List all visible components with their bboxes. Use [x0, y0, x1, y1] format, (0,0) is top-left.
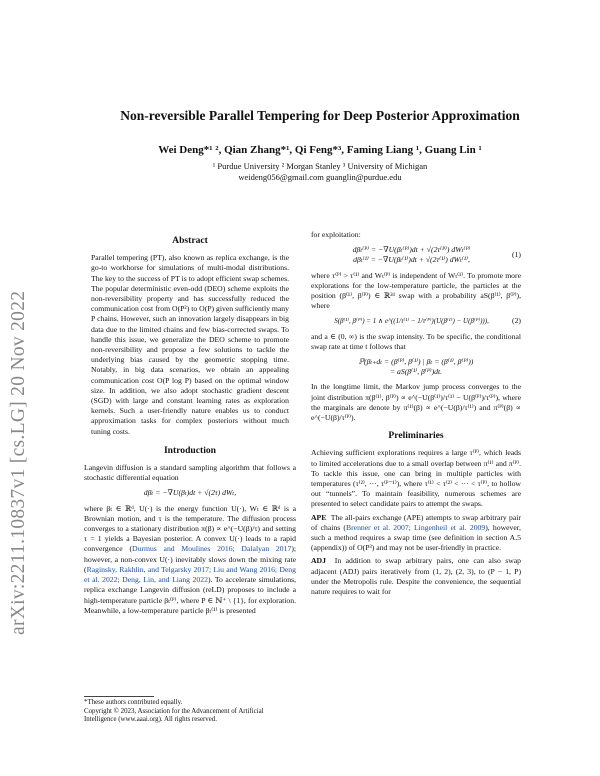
abstract-heading: Abstract	[172, 235, 208, 246]
affiliation-line: ¹ Purdue University ² Morgan Stanley ³ University of Michigan	[212, 161, 428, 171]
email-line: weideng056@gmail.com guanglin@purdue.edu	[238, 172, 402, 182]
ape-text-a: The all-pairs exchange (APE) attempts to swap arbitrary pair of chains (	[311, 512, 521, 532]
equation-1-body	[311, 245, 512, 265]
ape-text-b: ), however, such a method requires a swap time (see definition in section A.5 (appendix)) of O(P³) and may not be user-friendly in practice.	[311, 522, 521, 553]
intro-paragraph-2	[84, 504, 296, 616]
right-paragraph-2: where τ⁽ᴾ⁾ > τ⁽¹⁾ and Wₜ⁽ᴾ⁾ is independent of Wₜ⁽¹⁾. To promote more explorations for the low-temperature particle, the particles at the position (β⁽¹⁾, β⁽ᴾ⁾) ∈ ℝ²ᵈ swap with a probability aS(β⁽¹⁾, β⁽ᴾ⁾), where	[311, 270, 521, 311]
equation-1-line-a: dβₜ⁽ᴾ⁾ = −∇U(βₜ⁽ᴾ⁾)dt + √(2τ⁽ᴾ⁾) dWₜ⁽ᴾ⁾	[352, 245, 471, 255]
paper-title: Non-reversible Parallel Tempering for Deep Posterior Approximation	[120, 108, 520, 123]
footnote-equal-contribution: *These authors contributed equally.	[84, 699, 183, 706]
equation-2	[311, 316, 521, 326]
equation-1	[311, 245, 521, 265]
equation-3	[311, 357, 521, 377]
equation-1-line-b: dβₜ⁽¹⁾ = −∇U(βₜ⁽¹⁾)dt + √(2τ⁽¹⁾) dWₜ⁽¹⁾,	[353, 255, 470, 265]
intro-heading: Introduction	[163, 444, 217, 456]
footnote-divider	[84, 696, 154, 697]
intro-equation	[84, 488, 296, 498]
footnotes	[84, 696, 296, 725]
intro-text-c: ). To accelerate simulations, replica exchange Langevin diffusion (reLD) proposes to include a high-temperature particle βₜ⁽ᴾ⁾, where P ∈ ℕ⁺ \ {1}, for exploration. Meanwhile, a low-temperature particle βₜ⁽¹⁾ is presented	[84, 575, 297, 615]
equation-3-line-a: ℙ(βₜ₊dₜ = (β⁽ᴾ⁾, β⁽¹⁾) | βₜ = (β⁽¹⁾, β⁽ᴾ⁾))	[358, 357, 474, 367]
citation-link[interactable]: Brenner et al. 2007; Lingenheil et al. 2009	[345, 522, 486, 532]
preliminaries-paragraph: Achieving sufficient explorations requires a large τ⁽ᴾ⁾, which leads to limited accelerations due to a small overlap between π⁽¹⁾ and π⁽ᴾ⁾. To tackle this issue, one can bring in multiple particles with temperatures (τ⁽²⁾, ···, τ⁽ᴾ⁻¹⁾), where τ⁽¹⁾ < τ⁽²⁾ < ··· < τ⁽ᴾ⁾, to hollow out “tunnels”. To maintain feasibility, numerous schemes are presented to select candidate pairs to attempt the swaps.	[311, 448, 521, 509]
ape-paragraph	[311, 513, 521, 554]
right-paragraph-3: and a ∈ (0, ∞) is the swap intensity. To be specific, the conditional swap rate at time t follows that	[311, 331, 521, 351]
ape-label: APE	[311, 512, 327, 522]
equation-2-body: S(β⁽¹⁾, β⁽ᴾ⁾) = 1 ∧ e^((1/τ⁽¹⁾ − 1/τ⁽ᴾ⁾)(U(β⁽¹⁾) − U(β⁽ᴾ⁾))),	[334, 317, 489, 326]
left-column	[84, 230, 296, 619]
right-paragraph-1: for exploitation:	[311, 230, 361, 239]
adj-label: ADJ	[311, 556, 326, 566]
equation-1-number: (1)	[512, 250, 521, 260]
adj-text: In addition to swap arbitrary pairs, one can also swap adjacent (ADJ) pairs iteratively from (1, 2), (2, 3), to (P − 1, P) under the Metropolis rule. Despite the convenience, the sequential nature requires to wait for	[311, 556, 522, 597]
intro-text-b: ); however, a non-convex U(·) inevitably slows down the mixing rate (	[84, 544, 297, 574]
citation-link[interactable]: Durmus and Moulines 2016; Dalalyan 2017	[132, 544, 292, 554]
intro-paragraph-1: Langevin diffusion is a standard sampling algorithm that follows a stochastic differential equation	[84, 463, 296, 483]
right-paragraph-4: In the longtime limit, the Markov jump process converges to the joint distribution π(β⁽¹⁾, β⁽ᴾ⁾) ∝ e^(−U(β⁽¹⁾)/τ⁽¹⁾ − U(β⁽ᴾ⁾)/τ⁽ᴾ⁾), where the marginals are denote by π⁽¹⁾(β) ∝ e^(−U(β)/τ⁽¹⁾) and π⁽ᴾ⁾(β) ∝ e^(−U(β)/τ⁽ᴾ⁾).	[311, 382, 521, 423]
citation-link[interactable]: Raginsky, Rakhlin, and Telgarsky 2017; Liu and Wang 2016; Deng et al. 2022; Deng, Lin, and Liang 2022	[84, 564, 296, 585]
arxiv-watermark	[6, 205, 32, 635]
preliminaries-heading: Preliminaries	[388, 430, 444, 442]
arxiv-id: arXiv:2211.10837v1 [cs.LG] 20 Nov 2022	[8, 290, 29, 635]
equation-2-number: (2)	[512, 316, 521, 326]
footnote-copyright: Copyright © 2023, Association for the Advancement of Artificial Intelligence (www.aaai.org). All rights reserved.	[84, 707, 264, 724]
affiliations	[60, 161, 580, 183]
adj-paragraph	[311, 556, 521, 597]
right-column	[311, 230, 521, 600]
intro-equation-text: dβₜ = −∇U(βₜ)dt + √(2τ) dWₜ,	[143, 488, 237, 498]
equation-3-body	[311, 357, 521, 377]
intro-text-a: where βₜ ∈ ℝᵈ, U(·) is the energy function U(·), Wₜ ∈ ℝᵈ is a Brownian motion, and τ is the temperature. The diffusion process converges to a stationary distribution π(β) ∝ e^(−U(β)/τ) and setting τ = 1 yields a Bayesian posterior. A convex U(·) leads to a rapid convergence (	[84, 503, 296, 554]
equation-3-line-b: = aS(β⁽¹⁾, β⁽ᴾ⁾)dt.	[389, 367, 443, 377]
abstract-text: Parallel tempering (PT), also known as replica exchange, is the go-to workhorse for simulations of multi-modal distributions. The key to the success of PT is to adopt efficient swap schemes. The popular deterministic even-odd (DEO) scheme exploits the non-reversibility property and has successfully reduced the communication cost from O(P²) to O(P) given sufficiently many P chains. However, such an innovation largely disappears in big data due to the limited chains and few bias-corrected swaps. To handle this issue, we generalize the DEO scheme to promote non-reversibility and propose a few solutions to tackle the underlying bias caused by the geometric stopping time. Notably, in big data scenarios, we obtain an appealing communication cost O(P log P) based on the optimal window size. In addition, we also adopt stochastic gradient descent (SGD) with large and constant learning rates as exploration kernels. Such a user-friendly nature enables us to conduct approximation tasks for complex posteriors without much tuning costs.	[91, 253, 289, 436]
author-list: Wei Deng*¹ ², Qian Zhang*¹, Qi Feng*³, Faming Liang ¹, Guang Lin ¹	[158, 144, 482, 156]
